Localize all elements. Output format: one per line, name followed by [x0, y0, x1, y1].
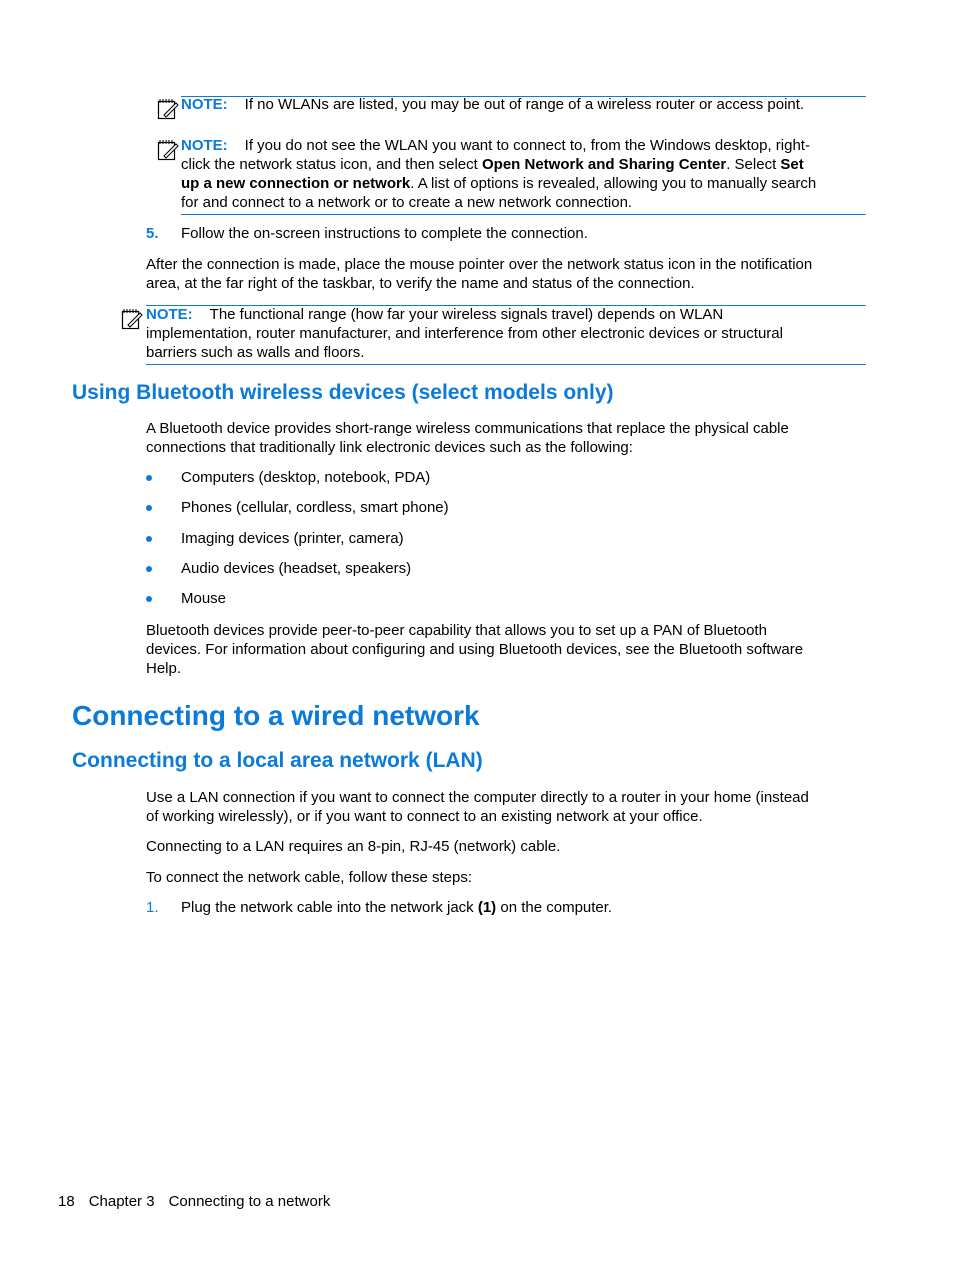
list-item: Computers (desktop, notebook, PDA) — [146, 468, 449, 498]
bullet-icon — [146, 566, 152, 572]
list-item: Mouse — [146, 589, 449, 619]
note2-bottom-rule — [181, 214, 866, 215]
bluetooth-outro: Bluetooth devices provide peer-to-peer capability that allows you to set up a PAN of Bluetooth devices. For information about configuring and using Bluetooth devices, see the Bluetooth software Help. — [146, 622, 804, 677]
lan-subheading: Connecting to a local area network (LAN) — [72, 749, 483, 772]
page-footer — [58, 1192, 344, 1211]
step-5-number: 5. — [146, 225, 159, 242]
note2-line2: click the network status icon, and then select Open Network and Sharing Center. Select Set — [181, 156, 804, 173]
wired-network-heading: Connecting to a wired network — [72, 700, 480, 731]
bullet-icon — [146, 536, 152, 542]
bullet-icon — [146, 505, 152, 511]
note-label: NOTE: — [181, 137, 228, 154]
note2-line1: NOTE: If you do not see the WLAN you want to connect to, from the Windows desktop, right- — [181, 137, 810, 154]
setup-new-connection-label: up a new connection or network — [181, 175, 411, 192]
note3-text: NOTE: The functional range (how far your wireless signals travel) depends on WLAN implementation, router manufacturer, and interference from other electronic devices or structural barriers such as walls and floors. — [146, 306, 783, 361]
list-item: Imaging devices (printer, camera) — [146, 529, 449, 559]
step-1-text: Plug the network cable into the network jack (1) on the computer. — [181, 899, 613, 916]
after-connection-paragraph: After the connection is made, place the mouse pointer over the network status icon in the notification area, at the far right of the taskbar, to verify the name and status of the connection. — [146, 256, 813, 292]
note-pad-icon — [121, 308, 143, 330]
step-5-text: Follow the on-screen instructions to complete the connection. — [181, 225, 588, 242]
bluetooth-device-list — [146, 468, 449, 619]
network-jack-callout: (1) — [477, 899, 497, 916]
note1-body: If no WLANs are listed, you may be out of range of a wireless router or access point. — [244, 96, 805, 113]
note-pad-icon — [157, 139, 179, 161]
step-1-number: 1. — [146, 899, 159, 916]
note3-bottom-rule — [146, 364, 866, 365]
note2-line4: for and connect to a network or to create a new network connection. — [181, 194, 633, 211]
note2-text — [181, 136, 871, 212]
note-label: NOTE: — [181, 96, 228, 113]
list-item: Audio devices (headset, speakers) — [146, 559, 449, 589]
bullet-icon — [146, 596, 152, 602]
note-pad-icon — [157, 98, 179, 120]
bluetooth-intro: A Bluetooth device provides short-range wireless communications that replace the physical cable connections that traditionally link electronic devices such as the following: — [146, 420, 789, 456]
lan-paragraph-1: Use a LAN connection if you want to connect the computer directly to a router in your home (instead of working wirelessly), or if you want to connect to an existing network at your office. — [146, 789, 809, 825]
note-label: NOTE: — [146, 306, 193, 323]
bluetooth-heading: Using Bluetooth wireless devices (select models only) — [72, 381, 614, 404]
lan-paragraph-3: To connect the network cable, follow these steps: — [146, 869, 473, 886]
list-item: Phones (cellular, cordless, smart phone) — [146, 498, 449, 528]
open-network-sharing-center-label: Open Network and Sharing Center — [482, 156, 727, 173]
note2-line3: up a new connection or network. A list of options is revealed, allowing you to manually search — [181, 175, 817, 192]
note1-text — [181, 95, 871, 114]
lan-paragraph-2: Connecting to a LAN requires an 8-pin, RJ-45 (network) cable. — [146, 838, 561, 855]
chapter-label: Chapter 3 — [88, 1193, 155, 1210]
chapter-title: Connecting to a network — [168, 1193, 331, 1210]
page-number: 18 — [58, 1193, 75, 1210]
bullet-icon — [146, 475, 152, 481]
